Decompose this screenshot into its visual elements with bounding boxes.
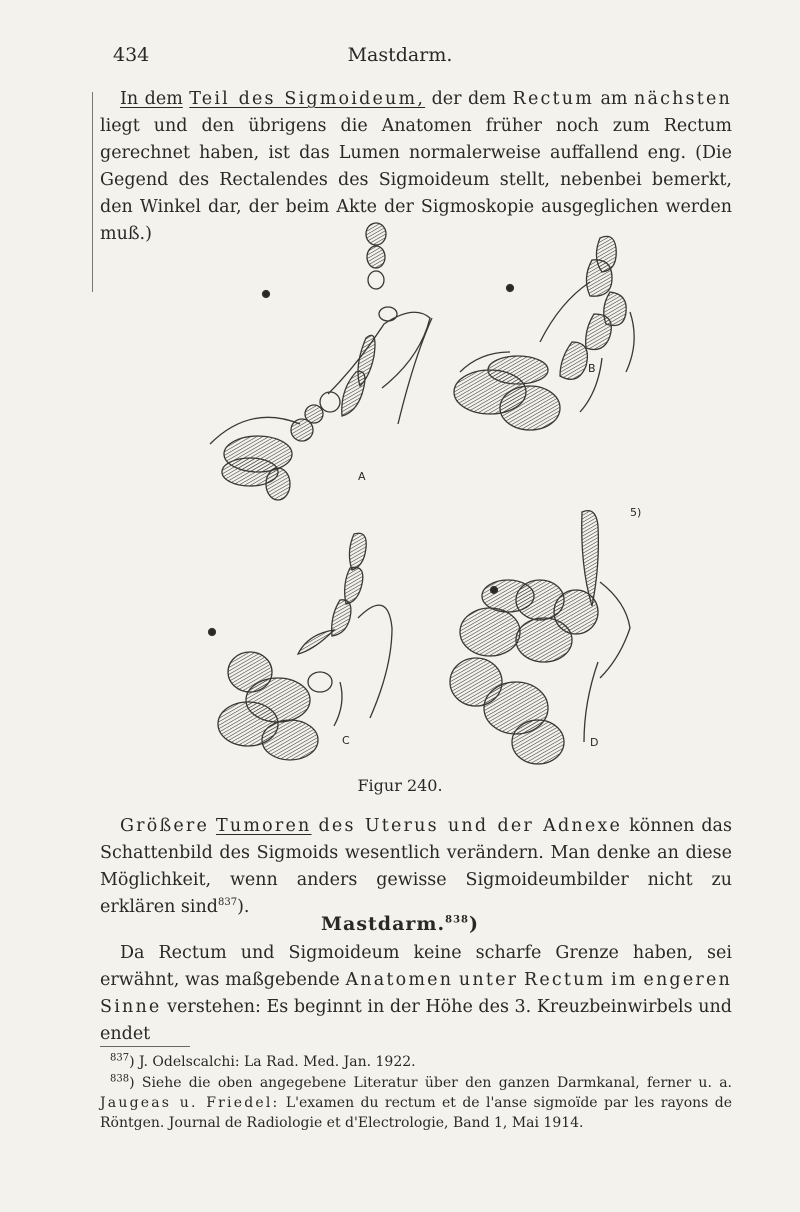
footnote-text: L'examen du rectum et de l'anse sigmoïde par les rayons de Röntgen. Journal de Radiologie et d'Electrologie, Band 1, Mai 1914. xyxy=(100,1095,732,1131)
text-segment-spaced: Rectum xyxy=(523,970,606,990)
text-segment: In dem xyxy=(120,89,183,109)
section-heading-mastdarm xyxy=(0,913,800,935)
footnote-ref: 838 xyxy=(445,914,470,926)
text-segment-spaced: im xyxy=(611,970,638,990)
figure-caption: Figur 240. xyxy=(357,776,443,795)
panel-b-drawing xyxy=(454,236,634,430)
footnote-rule xyxy=(100,1046,190,1047)
text-segment-spaced: engeren xyxy=(643,970,732,990)
page-number: 434 xyxy=(113,44,150,66)
figure-240-radiograph-sketches xyxy=(190,222,660,768)
text-segment-spaced: Rectum xyxy=(512,89,595,109)
footnote-838 xyxy=(100,1073,732,1133)
text-segment-spaced: Sinne xyxy=(100,997,162,1017)
text-segment: ). xyxy=(237,897,250,917)
text-segment-spaced: unter xyxy=(458,970,519,990)
footnote-authors: Jaugeas u. Friedel: xyxy=(100,1095,280,1111)
heading-text-end: ) xyxy=(469,913,480,935)
text-segment-spaced: Tumoren xyxy=(216,816,312,836)
text-segment: Schattenbild des Sigmoids wesentlich verändern. Man denke an diese Möglichkeit, wenn anders gewisse Sigmoideumbilder nicht zu erklären sind xyxy=(100,843,732,917)
footnote-number: 837 xyxy=(110,1052,130,1064)
footnote-837 xyxy=(100,1052,732,1072)
panel-d-drawing xyxy=(450,511,630,764)
text-segment-spaced: Anatomen xyxy=(345,970,454,990)
text-segment-spaced: des Uterus und der Adnexe xyxy=(318,816,623,836)
text-segment: können das xyxy=(629,816,732,836)
footnote-text: ) J. Odelscalchi: La Rad. Med. Jan. 1922. xyxy=(129,1054,416,1070)
panel-c-drawing xyxy=(209,533,393,760)
footnote-ref: 837 xyxy=(217,897,238,909)
running-title: Mastdarm. xyxy=(347,44,453,66)
paragraph-rectum-definition xyxy=(100,940,732,1048)
text-segment: der dem xyxy=(431,89,507,109)
footnote-number: 838 xyxy=(110,1073,130,1085)
paragraph-tumors xyxy=(100,813,732,921)
text-segment: am xyxy=(600,89,628,109)
text-segment: Da Rectum und Sigmoideum keine scharfe Grenze haben, sei erwähnt, was maßgebende xyxy=(100,943,732,990)
text-segment: liegt und den übrigens die Anatomen früher noch zum Rectum gerechnet haben, ist das Lumen normalerweise auffallend eng. (Die Gegend des Rectalendes des Sigmoideum stellt, nebenbei bemerkt, den Winkel dar, der beim Akte der Sigmoskopie ausgeglichen werden muß.) xyxy=(100,116,732,244)
panel-label-c: C xyxy=(342,734,350,747)
margin-rule xyxy=(92,92,93,292)
text-segment-spaced: Größere xyxy=(120,816,210,836)
heading-text: Mastdarm. xyxy=(320,913,446,935)
footnote-text: ) Siehe die oben angegebene Literatur über den ganzen Darmkanal, ferner u. a. xyxy=(129,1075,732,1091)
panel-label-b: B xyxy=(588,362,596,375)
text-segment-spaced: nächsten xyxy=(633,89,733,109)
panel-label-d: D xyxy=(590,736,599,749)
panel-label-a: A xyxy=(358,470,366,483)
text-segment-spaced: Teil des Sigmoideum, xyxy=(189,89,426,109)
figure-corner-mark: 5) xyxy=(630,506,642,519)
text-segment: verstehen: Es beginnt in der Höhe des 3. Kreuzbeinwirbels und endet xyxy=(100,997,732,1044)
panel-a-drawing xyxy=(210,223,432,500)
